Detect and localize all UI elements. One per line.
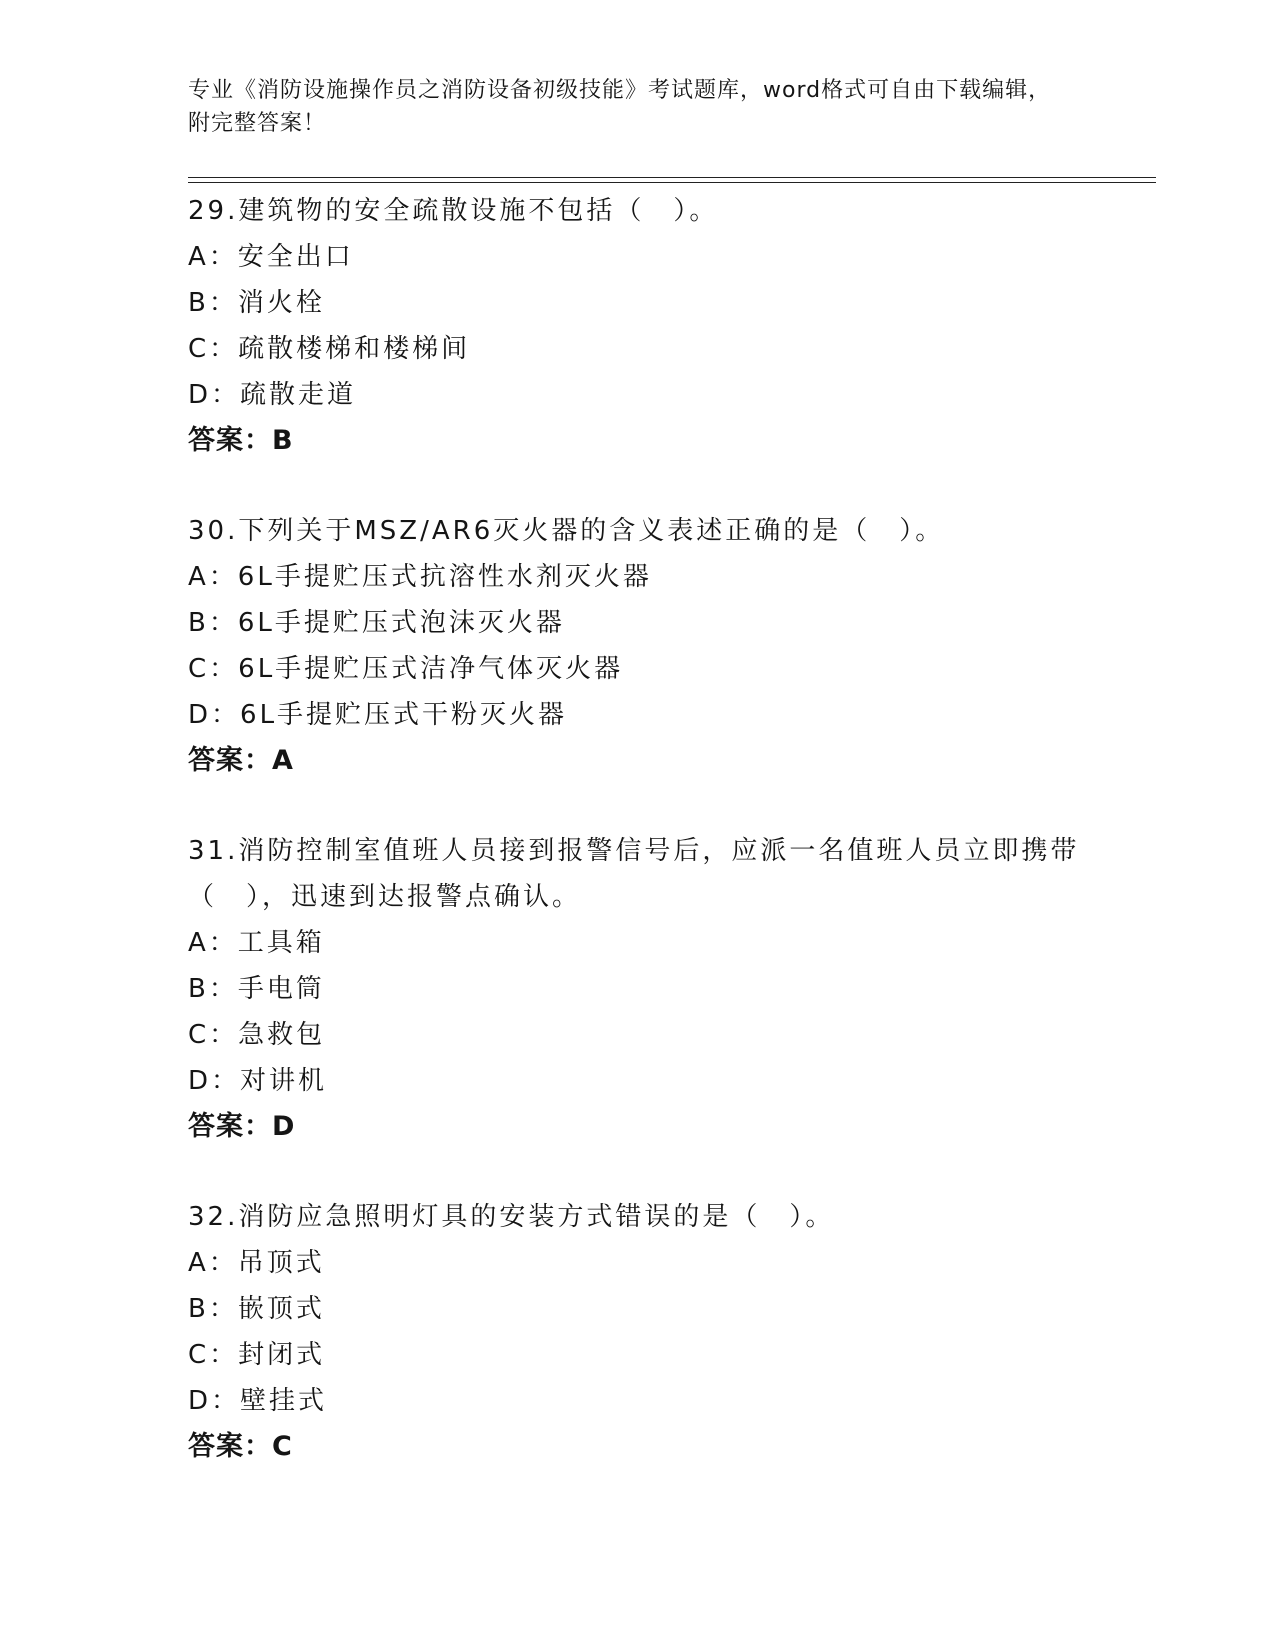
question-stem: 31.消防控制室值班人员接到报警信号后，应派一名值班人员立即携带（ ），迅速到达报警点确认。	[188, 836, 1080, 912]
option-d: D：壁挂式	[188, 1386, 328, 1416]
answer-label: 答案：B	[188, 425, 294, 456]
answer-label: 答案：C	[188, 1431, 293, 1462]
option-d: D：6L手提贮压式干粉灭火器	[188, 700, 568, 730]
option-b: B：嵌顶式	[188, 1294, 325, 1324]
question-stem: 30.下列关于MSZ/AR6灭火器的含义表述正确的是（ ）。	[188, 516, 945, 546]
answer-label: 答案：A	[188, 745, 294, 776]
option-a: A：安全出口	[188, 242, 354, 272]
question-31	[188, 828, 1088, 1150]
header-divider-top	[188, 177, 1156, 178]
question-30	[188, 508, 1088, 784]
question-29	[188, 188, 1088, 464]
option-c: C：封闭式	[188, 1340, 326, 1370]
option-a: A：6L手提贮压式抗溶性水剂灭火器	[188, 562, 652, 592]
option-a: A：工具箱	[188, 928, 325, 958]
option-d: D：疏散走道	[188, 380, 357, 410]
option-b: B：6L手提贮压式泡沫灭火器	[188, 608, 565, 638]
question-32	[188, 1194, 1088, 1470]
document-header: 专业《消防设施操作员之消防设备初级技能》考试题库，word格式可自由下载编辑，附完整答案！	[188, 78, 1052, 136]
option-d: D：对讲机	[188, 1066, 328, 1096]
question-stem: 32.消防应急照明灯具的安装方式错误的是（ ）。	[188, 1202, 835, 1232]
option-c: C：疏散楼梯和楼梯间	[188, 334, 471, 364]
header-divider-bottom	[188, 182, 1156, 183]
option-b: B：消火栓	[188, 288, 325, 318]
option-c: C：6L手提贮压式洁净气体灭火器	[188, 654, 624, 684]
question-stem: 29.建筑物的安全疏散设施不包括（ ）。	[188, 196, 719, 226]
option-b: B：手电筒	[188, 974, 325, 1004]
option-c: C：急救包	[188, 1020, 326, 1050]
answer-label: 答案：D	[188, 1111, 296, 1142]
option-a: A：吊顶式	[188, 1248, 325, 1278]
